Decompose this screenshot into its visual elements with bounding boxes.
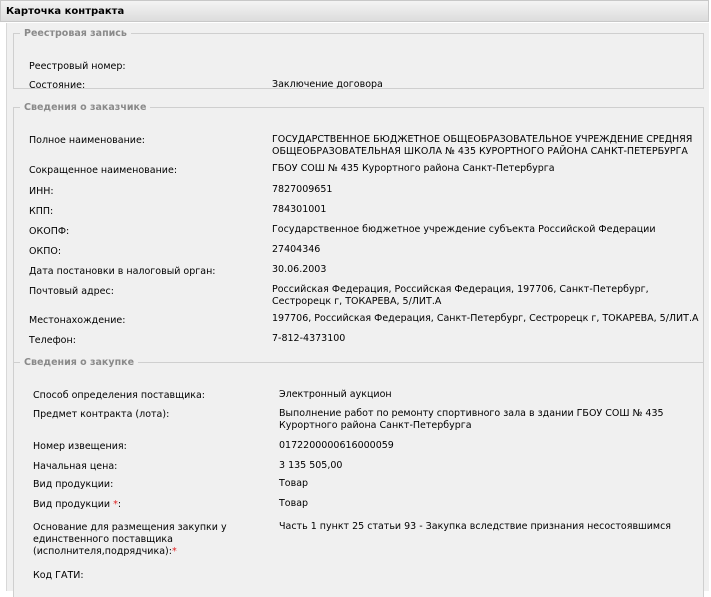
contract-card-panel [6, 23, 709, 591]
kpp-value: 784301001 [272, 204, 327, 215]
okopf-label: ОКОПФ: [29, 226, 70, 237]
kpp-label: КПП: [29, 206, 54, 217]
location-label: Местонахождение: [29, 315, 126, 326]
okopf-value: Государственное бюджетное учреждение субъекта Российской Федерации [272, 224, 656, 235]
tax-registration-date-label: Дата постановки в налоговый орган: [29, 266, 216, 277]
required-mark: * [113, 499, 118, 510]
contract-subject-label: Предмет контракта (лота): [33, 409, 170, 420]
customer-section [13, 102, 704, 370]
supplier-method-label: Способ определения поставщика: [33, 390, 206, 401]
required-mark: * [171, 546, 177, 557]
customer-legend: Сведения о заказчике [24, 102, 147, 113]
okpo-value: 27404346 [272, 244, 321, 255]
status-label: Состояние: [29, 80, 86, 91]
single-supplier-basis-value: Часть 1 пункт 25 статьи 93 - Закупка вследствие признания несостоявшимся [279, 521, 672, 532]
postal-address-label: Почтовый адрес: [29, 286, 114, 297]
inn-label: ИНН: [29, 186, 54, 197]
product-type-required-value: Товар [279, 498, 309, 509]
initial-price-value: 3 135 505,00 [279, 460, 343, 471]
purchase-legend: Сведения о закупке [24, 357, 135, 368]
status-value: Заключение договора [272, 79, 383, 90]
product-type-required-label [33, 499, 121, 510]
registry-legend: Реестровая запись [24, 28, 127, 39]
purchase-section [13, 357, 704, 597]
inn-value: 7827009651 [272, 184, 333, 195]
window-titlebar [0, 0, 709, 22]
full-name-label: Полное наименование: [29, 135, 146, 146]
registry-number-label: Реестровый номер: [29, 61, 126, 72]
short-name-label: Сокращенное наименование: [29, 165, 178, 176]
short-name-value: ГБОУ СОШ № 435 Курортного района Санкт-Петербурга [272, 163, 555, 174]
supplier-method-value: Электронный аукцион [279, 389, 392, 400]
postal-address-value: Российская Федерация, Российская Федерация, 197706, Санкт-Петербург, Сестрорецк г, ТОКАРЕВА, 5/ЛИТ.А [272, 284, 649, 307]
required-colon: : [117, 499, 122, 510]
product-type-label: Вид продукции: [33, 479, 114, 490]
registry-section [13, 28, 704, 89]
okpo-label: ОКПО: [29, 246, 62, 257]
tax-registration-date-value: 30.06.2003 [272, 264, 327, 275]
location-value: 197706, Российская Федерация, Санкт-Петербург, Сестрорецк г, ТОКАРЕВА, 5/ЛИТ.А [272, 313, 699, 324]
full-name-value: ГОСУДАРСТВЕННОЕ БЮДЖЕТНОЕ ОБЩЕОБРАЗОВАТЕЛЬНОЕ УЧРЕЖДЕНИЕ СРЕДНЯЯ ОБЩЕОБРАЗОВАТЕЛЬНАЯ ШКОЛА № 435 КУРОРТНОГО РАЙОНА САНКТ-ПЕТЕРБУРГА [272, 134, 693, 157]
initial-price-label: Начальная цена: [33, 461, 118, 472]
product-type-value: Товар [279, 478, 309, 489]
contract-subject-value: Выполнение работ по ремонту спортивного зала в здании ГБОУ СОШ № 435 Курортного района Санкт-Петербурга [279, 408, 664, 431]
window-title: Карточка контракта [6, 6, 125, 17]
phone-value: 7-812-4373100 [272, 333, 346, 344]
single-supplier-basis-text: Основание для размещения закупки у единственного поставщика (исполнителя,подрядчика): [33, 522, 227, 557]
single-supplier-basis-label [33, 522, 248, 558]
notice-number-value: 0172200000616000059 [279, 440, 394, 451]
gati-code-label: Код ГАТИ: [33, 570, 84, 581]
product-type-required-text: Вид продукции [33, 499, 111, 510]
notice-number-label: Номер извещения: [33, 441, 127, 452]
phone-label: Телефон: [29, 335, 76, 346]
